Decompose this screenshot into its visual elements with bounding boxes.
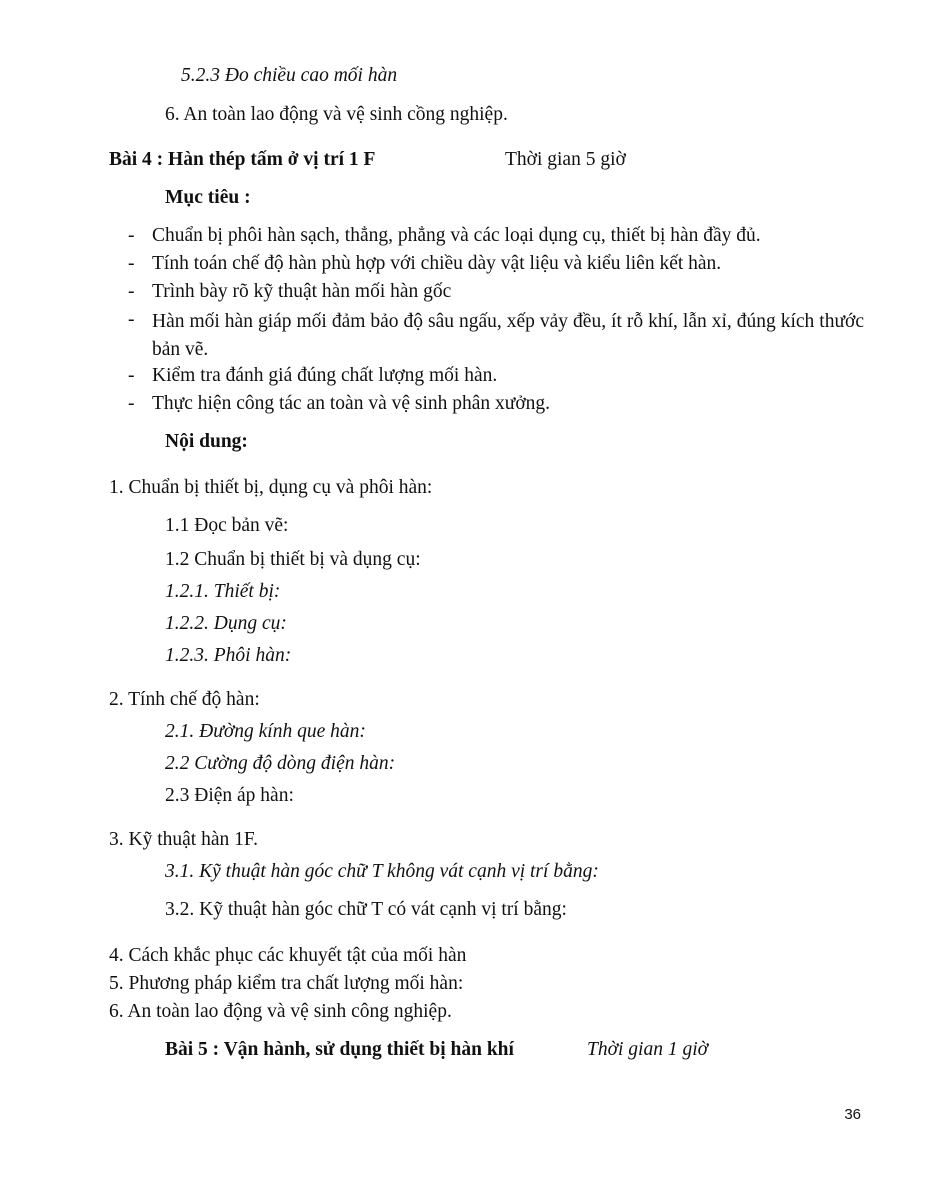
section-3: 3. Kỹ thuật hàn 1F. (109, 829, 259, 850)
section-2-1: 2.1. Đường kính que hàn: (165, 721, 366, 742)
objective-item: - Chuẩn bị phôi hàn sạch, thẳng, phẳng và các loại dụng cụ, thiết bị hàn đầy đủ. (128, 225, 761, 246)
objective-item: - Kiểm tra đánh giá đúng chất lượng mối hàn. (128, 365, 498, 386)
section-2-2: 2.2 Cường độ dòng điện hàn: (165, 753, 396, 774)
lesson-5-time: Thời gian 1 giờ (587, 1039, 709, 1060)
section-3-2: 3.2. Kỹ thuật hàn góc chữ T có vát cạnh vị trí bằng: (165, 899, 567, 920)
content-heading: Nội dung: (165, 431, 248, 452)
section-1: 1. Chuẩn bị thiết bị, dụng cụ và phôi hàn: (109, 477, 433, 498)
section-6-previous: 6. An toàn lao động và vệ sinh cồng nghiệp. (165, 104, 508, 125)
section-1-2: 1.2 Chuẩn bị thiết bị và dụng cụ: (165, 549, 421, 570)
objectives-heading: Mục tiêu : (165, 187, 251, 208)
section-1-1: 1.1 Đọc bản vẽ: (165, 515, 289, 536)
section-2: 2. Tính chế độ hàn: (109, 689, 260, 710)
section-2-3: 2.3 Điện áp hàn: (165, 785, 294, 806)
lesson-4-title: Bài 4 : Hàn thép tấm ở vị trí 1 F (109, 149, 376, 170)
section-6: 6. An toàn lao động và vệ sinh công nghiệp. (109, 1001, 452, 1022)
section-1-2-3: 1.2.3. Phôi hàn: (165, 645, 292, 666)
objective-item: - Tính toán chế độ hàn phù hợp với chiều dày vật liệu và kiểu liên kết hàn. (128, 253, 722, 274)
subsection-5-2-3: 5.2.3 Đo chiều cao mối hàn (181, 65, 398, 86)
section-4: 4. Cách khắc phục các khuyết tật của mối hàn (109, 945, 467, 966)
page-number: 36 (844, 1106, 861, 1123)
objective-item: - Thực hiện công tác an toàn và vệ sinh phân xưởng. (128, 393, 551, 414)
objective-item: - Hàn mối hàn giáp mối đảm bảo độ sâu ngấu, xếp vảy đều, ít rỗ khí, lẫn xỉ, đúng kích thước bản vẽ. (128, 309, 864, 360)
lesson-4-time: Thời gian 5 giờ (505, 149, 626, 170)
objective-item: - Trình bày rõ kỹ thuật hàn mối hàn gốc (128, 281, 452, 302)
lesson-5-title: Bài 5 : Vận hành, sử dụng thiết bị hàn khí (165, 1039, 514, 1060)
section-3-1: 3.1. Kỹ thuật hàn góc chữ T không vát cạnh vị trí bằng: (165, 861, 599, 882)
section-5: 5. Phương pháp kiểm tra chất lượng mối hàn: (109, 973, 464, 994)
section-1-2-1: 1.2.1. Thiết bị: (165, 581, 281, 602)
section-1-2-2: 1.2.2. Dụng cụ: (165, 613, 287, 634)
